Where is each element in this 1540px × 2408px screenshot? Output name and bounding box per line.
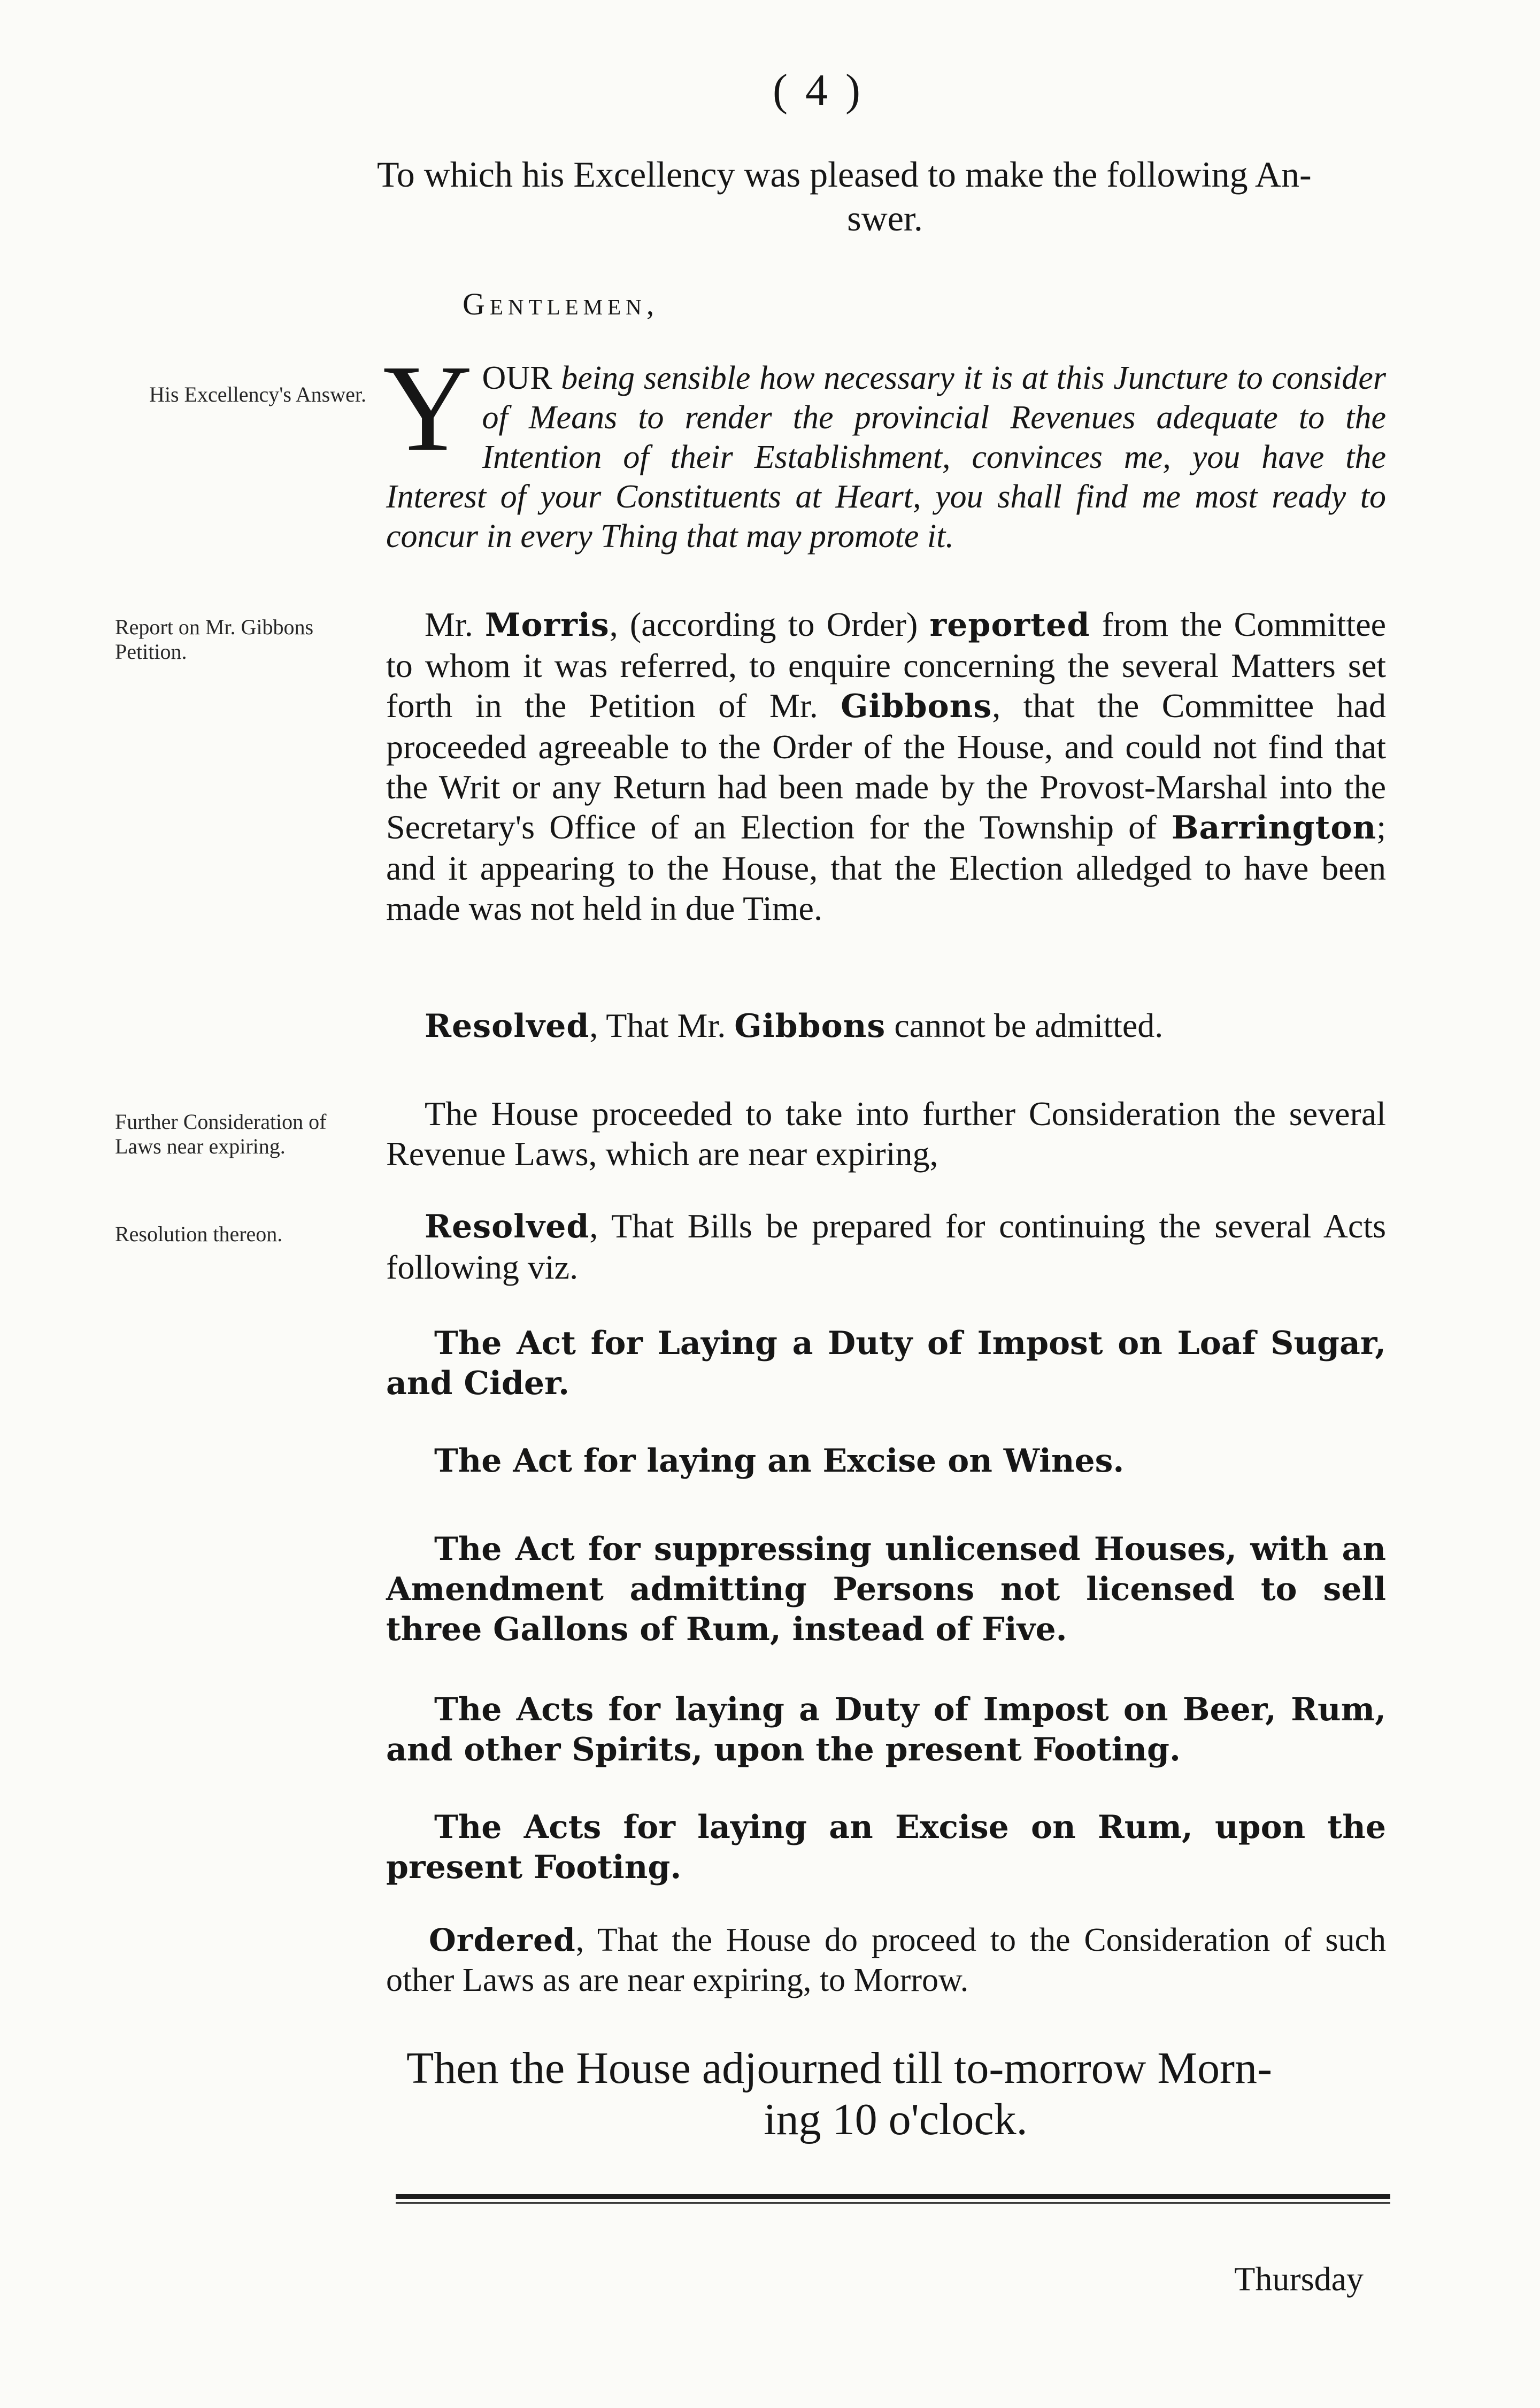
resolution-gibbons <box>386 1005 1386 1047</box>
intro-text-2: swer. <box>847 198 923 239</box>
report-text-3: ; and it appearing to the House, that the Election alledged to have been made was not held in due Time. <box>386 808 1386 927</box>
marginal-note-resolution: Resolution thereon. <box>115 1222 283 1246</box>
name-morris: Morris <box>484 606 610 644</box>
house-proceeded-paragraph: The House proceeded to take into further Consideration the several Revenue Laws, which are near expiring, <box>386 1095 1386 1173</box>
adjournment-line-2: ing 10 o'clock. <box>764 2095 1028 2144</box>
catchword: Thursday <box>1234 2260 1364 2298</box>
word-reported: reported <box>929 606 1090 644</box>
act-item: The Act for suppressing unlicensed Houses, with an Amendment admitting Persons not licensed to sell three Gallons of Rum, instead of Five. <box>386 1530 1386 1648</box>
adjournment <box>406 2043 1385 2145</box>
report-mid: , (according to Order) <box>609 605 930 643</box>
excellency-answer <box>383 340 1386 556</box>
resolution-text-2: cannot be admitted. <box>886 1006 1164 1044</box>
act-item: The Act for laying an Excise on Wines. <box>434 1442 1125 1480</box>
closing-rule <box>396 2194 1390 2199</box>
report-text-2: , that the Committee had proceeded agreeable to the Order of the House, and could not find that the Writ or any Return had been made by the Provost-Marshal into the Secretary's Office of an Election for the Township of <box>386 687 1387 846</box>
order-text: , That the House do proceed to the Consideration of such other Laws as are near expiring, to Morrow. <box>386 1922 1386 1998</box>
act-item: The Act for Laying a Duty of Impost on Loaf Sugar, and Cider. <box>386 1325 1386 1402</box>
intro-line <box>377 152 1393 240</box>
marginal-note-further-consideration: Further Consideration of Laws near expiring. <box>115 1110 327 1158</box>
resolved-label: Resolved <box>425 1007 590 1045</box>
marginal-note-report: Report on Mr. Gibbons Petition. <box>115 615 314 664</box>
report-text-1: from the Committee to whom it was referred, to enquire concerning the several Matters set forth in the Petition of Mr. <box>386 605 1387 725</box>
answer-text: being sensible how necessary it is at this Juncture to consider of Means to render the provincial Revenues adequate to the Intention of their Establishment, convinces me, you have the Interest of your Constituents at Heart, you shall find me most ready to concur in every Thing that may promote it. <box>386 360 1386 555</box>
marginal-note-answer: His Excellency's Answer. <box>149 382 366 406</box>
act-item: The Acts for laying a Duty of Impost on Beer, Rum, and other Spirits, upon the present Footing. <box>386 1691 1386 1768</box>
resolution-bills <box>386 1206 1386 1287</box>
closing-rule-thin <box>396 2202 1390 2204</box>
adjournment-line-1: Then the House adjourned till to-morrow Morn- <box>406 2043 1272 2093</box>
answer-lead: OUR <box>482 360 552 396</box>
order-paragraph <box>386 1920 1386 2001</box>
name-gibbons: Gibbons <box>841 688 992 725</box>
report-paragraph <box>386 604 1386 928</box>
name-gibbons: Gibbons <box>734 1007 886 1045</box>
resolved-label: Resolved <box>425 1208 590 1245</box>
place-barrington: Barrington <box>1171 809 1377 847</box>
report-prefix: Mr. <box>425 605 485 643</box>
resolution-text-1: , That Mr. <box>589 1006 735 1044</box>
intro-text-1: To which his Excellency was pleased to make the following An- <box>377 154 1312 195</box>
salutation: Gentlemen, <box>463 287 659 321</box>
drop-cap: Y <box>383 340 473 477</box>
resolution-bills-text: , That Bills be prepared for continuing the several Acts following viz. <box>386 1207 1386 1286</box>
page-number: ( 4 ) <box>773 65 864 115</box>
ordered-label: Ordered <box>429 1921 576 1958</box>
act-item: The Acts for laying an Excise on Rum, upon the present Footing. <box>386 1809 1386 1886</box>
